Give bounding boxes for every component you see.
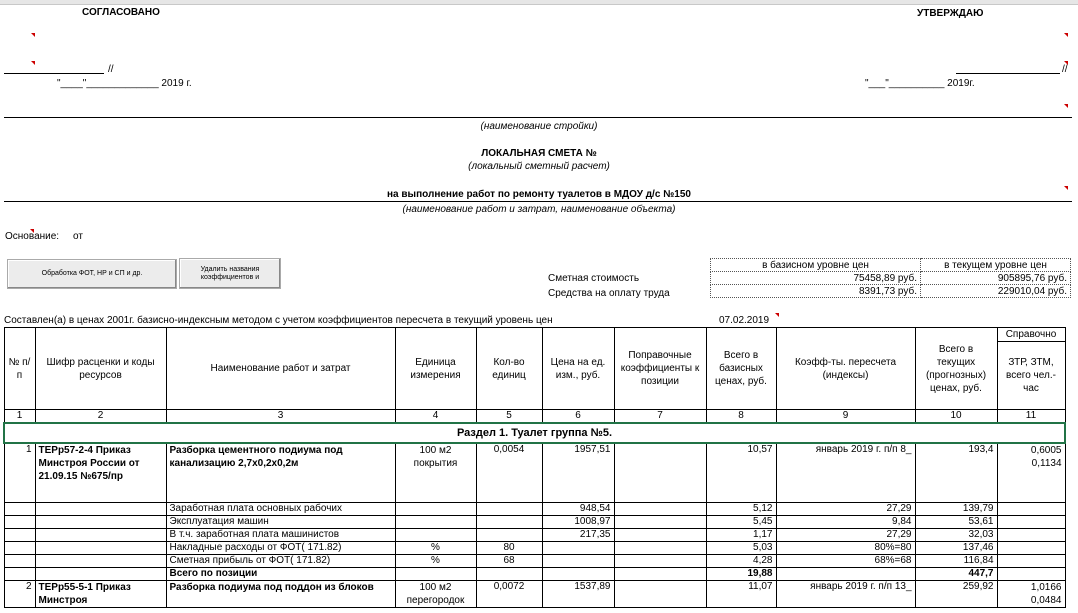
cell[interactable] [35,541,166,554]
comment-marker[interactable] [775,313,779,317]
sub-price[interactable]: 948,54 [542,502,614,515]
signature-line-right [956,73,1060,74]
comment-marker[interactable] [30,229,34,233]
header-unit[interactable]: Единица измерения [395,328,476,410]
item-unit[interactable]: 100 м2 перегородок [395,580,476,607]
cell[interactable] [395,567,476,580]
sub-base[interactable]: 5,03 [706,541,776,554]
sub-name[interactable]: Эксплуатация машин [166,515,395,528]
sub-price[interactable]: 217,35 [542,528,614,541]
sub-qty[interactable] [476,502,542,515]
table-row[interactable] [4,554,1065,567]
sub-name[interactable]: В т.ч. заработная плата машинистов [166,528,395,541]
cell[interactable] [35,502,166,515]
cell[interactable] [4,541,35,554]
estimate-current-value[interactable]: 905895,76 руб. [921,272,1071,285]
item-total-current[interactable]: 193,4 [915,443,997,502]
colnum[interactable]: 11 [997,410,1065,424]
cell[interactable] [4,554,35,567]
cell[interactable] [997,515,1065,528]
sub-base[interactable]: 4,28 [706,554,776,567]
cell[interactable] [997,567,1065,580]
estimate-subtitle: (локальный сметный расчет) [468,161,610,172]
labor-base-value[interactable]: 8391,73 руб. [711,285,921,298]
remove-coefficient-names-button[interactable]: Удалить названия коэффициентов и [179,258,281,289]
item-ztr[interactable] [997,580,1065,607]
cost-label-labor: Средства на оплату труда [548,288,670,299]
item-code[interactable]: ТЕРр57-2-4 Приказ Минстроя России от 21.09.15 №675/пр [35,443,166,502]
sub-unit[interactable] [395,515,476,528]
item-ztr-1: 0,6005 [1030,445,1062,456]
cell[interactable] [614,528,706,541]
item-ztr-2: 0,1134 [1031,458,1062,469]
process-fot-button[interactable]: Обработка ФОТ, НР и СП и др. [7,259,177,289]
item-num[interactable]: 1 [4,443,35,502]
labor-current-value[interactable]: 229010,04 руб. [921,285,1071,298]
sub-base[interactable]: 5,12 [706,502,776,515]
right-date: "___"__________ 2019г. [865,78,975,89]
item-total-base[interactable]: 10,57 [706,443,776,502]
work-title: на выполнение работ по ремонту туалетов в МДОУ д/с №150 [387,189,691,200]
table-row[interactable] [4,580,1065,607]
basis-value: от [73,231,83,242]
item-num[interactable]: 2 [4,580,35,607]
sub-index[interactable]: 68%=68 [776,554,915,567]
cell[interactable] [35,528,166,541]
total-current[interactable]: 447,7 [915,567,997,580]
sub-price[interactable] [542,554,614,567]
sub-qty[interactable]: 68 [476,554,542,567]
compiled-text: Составлен(а) в ценах 2001г. базисно-индексным методом с учетом коэффициентов пересчета в текущий уровень цен [4,315,553,326]
cell[interactable] [476,567,542,580]
sub-current[interactable]: 139,79 [915,502,997,515]
item-index[interactable]: январь 2019 г. п/п 8_ [776,443,915,502]
header-reference[interactable]: Справочно [997,328,1065,342]
header-name[interactable]: Наименование работ и затрат [166,328,395,410]
sub-current[interactable]: 53,61 [915,515,997,528]
cell[interactable] [4,567,35,580]
total-name[interactable]: Всего по позиции [166,567,395,580]
sub-unit[interactable]: % [395,541,476,554]
cell[interactable] [35,515,166,528]
cell[interactable] [35,567,166,580]
comment-marker[interactable] [31,33,35,37]
header-total-base[interactable]: Всего в базисных ценах, руб. [706,328,776,410]
section-title[interactable]: Раздел 1. Туалет группа №5. [4,423,1065,443]
sub-base[interactable]: 1,17 [706,528,776,541]
header-price[interactable]: Цена на ед. изм., руб. [542,328,614,410]
colnum[interactable]: 1 [4,410,35,424]
left-date: "____"_____________ 2019 г. [57,78,192,89]
cell[interactable] [614,567,706,580]
item-code[interactable]: ТЕРр55-5-1 Приказ Минстроя [35,580,166,607]
colnum[interactable]: 7 [614,410,706,424]
work-line [4,201,1072,202]
colnum[interactable]: 2 [35,410,166,424]
cell[interactable] [614,541,706,554]
sub-price[interactable]: 1008,97 [542,515,614,528]
sub-price[interactable] [542,541,614,554]
item-price[interactable]: 1957,51 [542,443,614,502]
header-total-current[interactable]: Всего в текущих (прогнозных) ценах, руб. [915,328,997,410]
item-unit[interactable]: 100 м2 покрытия [395,443,476,502]
estimate-table [3,327,1066,608]
cell[interactable] [4,502,35,515]
colnum[interactable]: 4 [395,410,476,424]
item-qty[interactable]: 0,0054 [476,443,542,502]
item-ztr-1: 1,0166 [1030,581,1062,593]
item-total-current[interactable]: 259,92 [915,580,997,607]
sub-current[interactable]: 137,46 [915,541,997,554]
cell[interactable] [614,515,706,528]
item-correction[interactable] [614,580,706,607]
cell[interactable] [997,528,1065,541]
work-caption: (наименование работ и затрат, наименование объекта) [402,204,676,215]
item-total-base[interactable]: 11,07 [706,580,776,607]
cell[interactable] [542,567,614,580]
sub-name[interactable]: Накладные расходы от ФОТ( 171.82) [166,541,395,554]
item-correction[interactable] [614,443,706,502]
sub-index[interactable]: 27,29 [776,528,915,541]
cell[interactable] [614,554,706,567]
construction-line [4,117,1072,118]
colnum[interactable]: 6 [542,410,614,424]
colnum[interactable]: 3 [166,410,395,424]
column-header-bar[interactable] [0,0,1078,5]
colnum[interactable]: 10 [915,410,997,424]
estimate-title: ЛОКАЛЬНАЯ СМЕТА № [481,148,597,159]
sub-unit[interactable] [395,502,476,515]
basis-label: Основание: [5,231,60,242]
item-qty[interactable]: 0,0072 [476,580,542,607]
item-ztr-2: 0,0484 [1030,594,1062,606]
cell[interactable] [776,567,915,580]
header-index[interactable]: Коэфф-ты. пересчета (индексы) [776,328,915,410]
sub-unit[interactable] [395,528,476,541]
colnum[interactable]: 5 [476,410,542,424]
table-row[interactable] [4,541,1065,554]
sub-current[interactable]: 116,84 [915,554,997,567]
comment-marker[interactable] [31,61,35,65]
colnum[interactable]: 9 [776,410,915,424]
cell[interactable] [997,554,1065,567]
sub-base[interactable]: 5,45 [706,515,776,528]
cell[interactable] [997,502,1065,515]
sub-unit[interactable]: % [395,554,476,567]
col-base-header[interactable]: в базисном уровне цен [711,259,921,272]
comment-marker[interactable] [1064,104,1068,108]
left-slash: // [108,64,114,75]
header-ztr[interactable]: ЗТР, ЗТМ, всего чел.-час [997,342,1065,410]
table-row[interactable] [4,502,1065,515]
approved-label: СОГЛАСОВАНО [82,7,160,18]
sub-index[interactable]: 9,84 [776,515,915,528]
comment-marker[interactable] [1064,33,1068,37]
compiled-date: 07.02.2019 [719,315,770,326]
cost-label-estimate: Сметная стоимость [548,273,640,284]
cell[interactable] [35,554,166,567]
item-index[interactable]: январь 2019 г. п/п 13_ [776,580,915,607]
sub-qty[interactable]: 80 [476,541,542,554]
item-name[interactable]: Разборка цементного подиума под канализацию 2,7х0,2х0,2м [166,443,395,502]
cost-summary-table [710,258,1071,298]
table-row[interactable] [4,515,1065,528]
colnum[interactable]: 8 [706,410,776,424]
item-ztr[interactable] [997,443,1065,502]
signature-line-left [4,73,104,74]
sub-name[interactable]: Заработная плата основных рабочих [166,502,395,515]
sub-qty[interactable] [476,515,542,528]
header-num[interactable]: № п/п [4,328,35,410]
header-code[interactable]: Шифр расценки и коды ресурсов [35,328,166,410]
cell[interactable] [4,515,35,528]
right-slash: // [1062,64,1068,75]
header-qty[interactable]: Кол-во единиц [476,328,542,410]
table-row[interactable] [4,528,1065,541]
header-correction[interactable]: Поправочные коэффициенты к позиции [614,328,706,410]
estimate-base-value[interactable]: 75458,89 руб. [711,272,921,285]
construction-caption: (наименование стройки) [480,121,598,132]
col-current-header[interactable]: в текущем уровне цен [921,259,1071,272]
item-price[interactable]: 1537,89 [542,580,614,607]
confirm-label: УТВЕРЖДАЮ [917,8,984,19]
table-row[interactable] [4,567,1065,580]
sub-qty[interactable] [476,528,542,541]
sub-current[interactable]: 32,03 [915,528,997,541]
cell[interactable] [4,528,35,541]
cell[interactable] [997,541,1065,554]
sub-index[interactable]: 80%=80 [776,541,915,554]
item-name[interactable]: Разборка подиума под поддон из блоков [166,580,395,607]
cell[interactable] [614,502,706,515]
sub-name[interactable]: Сметная прибыль от ФОТ( 171.82) [166,554,395,567]
total-base[interactable]: 19,88 [706,567,776,580]
table-row[interactable] [4,443,1065,502]
sub-index[interactable]: 27,29 [776,502,915,515]
